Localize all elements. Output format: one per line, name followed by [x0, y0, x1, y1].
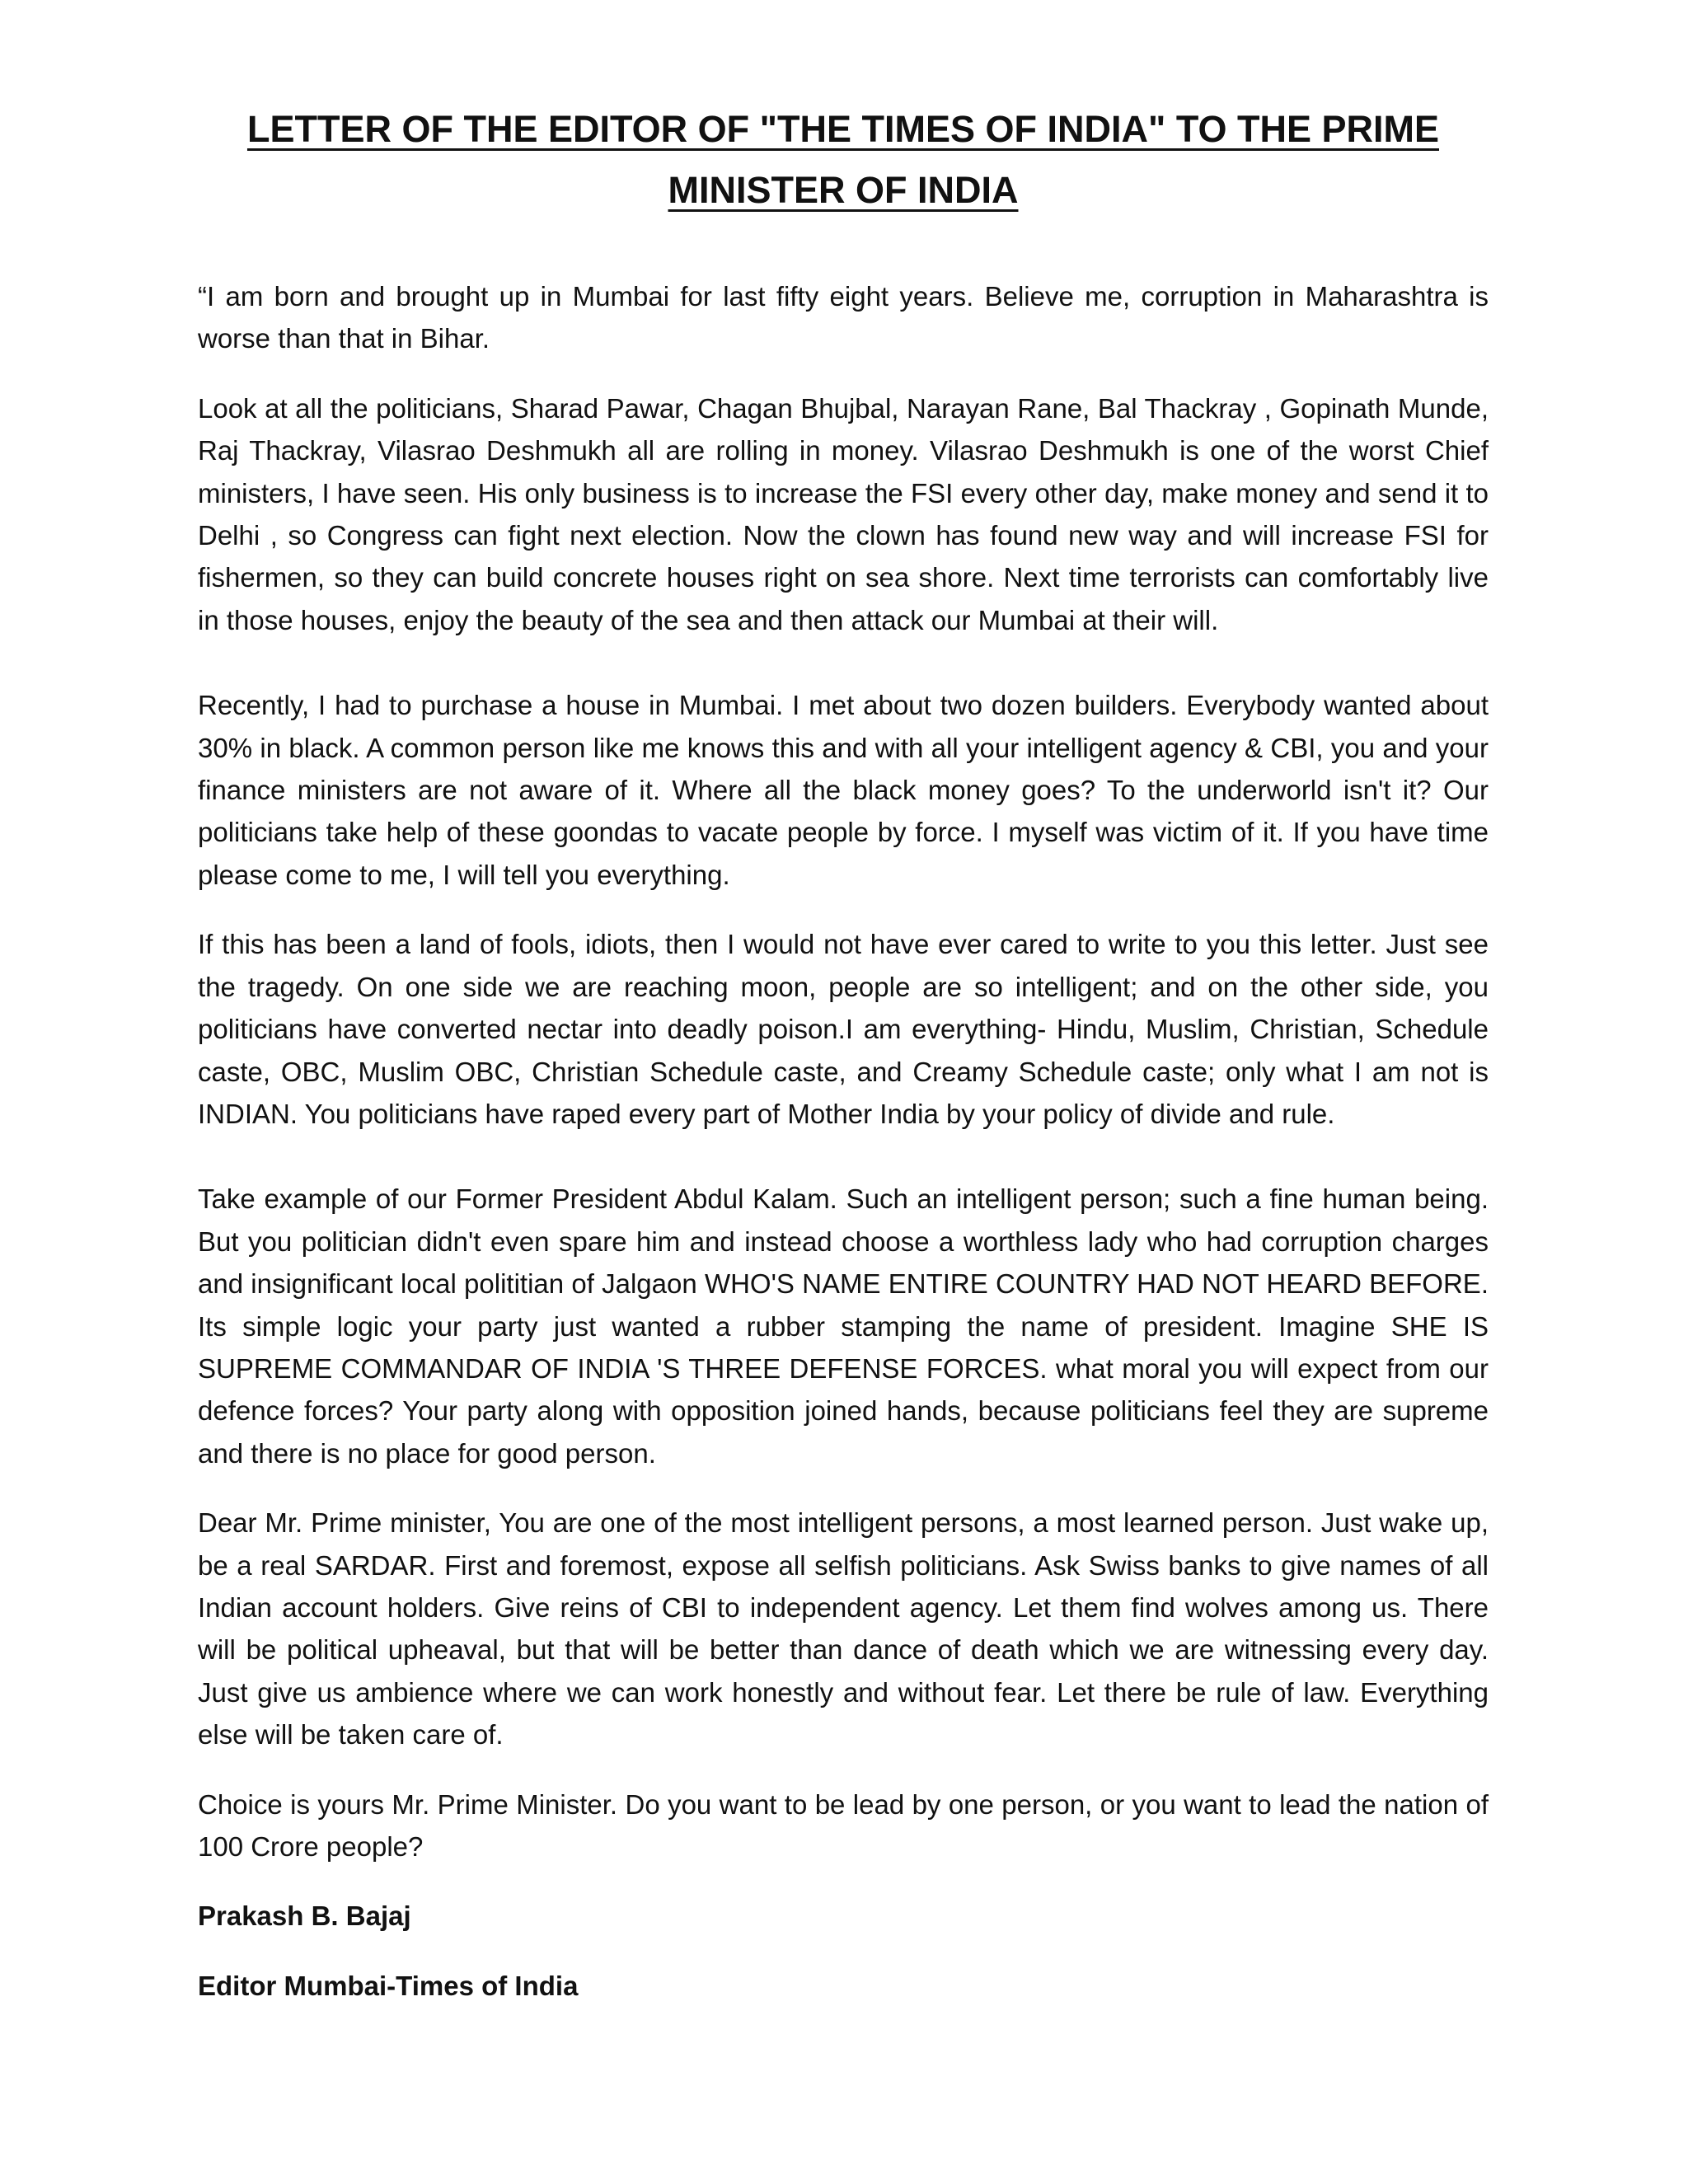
paragraph-2: Look at all the politicians, Sharad Pawar, Chagan Bhujbal, Narayan Rane, Bal Thackray , Gopinath Munde, Raj Thackray, Vilasrao Deshmukh all are rolling in money. Vilasrao Deshmukh is one of the worst Chief ministers, I have seen. His only business is to increase the FSI every other day, make money and send it to Delhi , so Congress can fight next election. Now the clown has found new way and will increase FSI for fishermen, so they can build concrete houses right on sea shore. Next time terrorists can comfortably live in those houses, enjoy the beauty of the sea and then attack our Mumbai at their will.	[198, 392, 1489, 635]
paragraph-1: “I am born and brought up in Mumbai for last fifty eight years. Believe me, corruption in Maharashtra is worse than that in Bihar.	[198, 281, 1489, 354]
paragraph-7: Choice is yours Mr. Prime Minister. Do you want to be lead by one person, or you want to lead the nation of 100 Crore people?	[198, 1788, 1489, 1862]
paragraph-6: Dear Mr. Prime minister, You are one of the most intelligent persons, a most learned person. Just wake up, be a real SARDAR. First and foremost, expose all selfish politicians. Ask Swiss banks to give names of all Indian account holders. Give reins of CBI to independent agency. Let them find wolves among us. There will be political upheaval, but that will be better than dance of death which we are witnessing every day. Just give us ambience where we can work honestly and without fear. Let there be rule of law. Everything else will be taken care of.	[198, 1507, 1489, 1750]
paragraph-4: If this has been a land of fools, idiots, then I would not have ever cared to write to you this letter. Just see the tragedy. On one side we are reaching moon, people are so intelligent; and on the other side, you politicians have converted nectar into deadly poison.I am everything- Hindu, Muslim, Christian, Schedule caste, OBC, Muslim OBC, Christian Schedule caste, and Creamy Schedule caste; only what I am not is INDIAN. You politicians have raped every part of Mother India by your policy of divide and rule.	[198, 929, 1489, 1129]
letter-title: LETTER OF THE EDITOR OF "THE TIMES OF INDIA" TO THE PRIME MINISTER OF INDIA	[246, 108, 1440, 211]
signature-name: Prakash B. Bajaj	[198, 1900, 411, 1932]
paragraph-5: Take example of our Former President Abdul Kalam. Such an intelligent person; such a fine human being. But you politician didn't even spare him and instead choose a worthless lady who had corruption charges and insignificant local polititian of Jalgaon WHO'S NAME ENTIRE COUNTRY HAD NOT HEARD BEFORE. Its simple logic your party just wanted a rubber stamping the name of president. Imagine SHE IS SUPREME COMMANDAR OF INDIA 'S THREE DEFENSE FORCES. what moral you will expect from our defence forces? Your party along with opposition joined hands, because politicians feel they are supreme and there is no place for good person.	[198, 1183, 1489, 1469]
paragraph-3: Recently, I had to purchase a house in Mumbai. I met about two dozen builders. Everybody wanted about 30% in black. A common person like me knows this and with all your intelligent agency & CBI, you and your finance ministers are not aware of it. Where all the black money goes? To the underworld isn't it? Our politicians take help of these goondas to vacate people by force. I myself was victim of it. If you have time please come to me, I will tell you everything.	[198, 690, 1489, 890]
signature-title: Editor Mumbai-Times of India	[198, 1970, 579, 2001]
letter-body	[198, 275, 1489, 2007]
letter-page	[198, 99, 1489, 2001]
